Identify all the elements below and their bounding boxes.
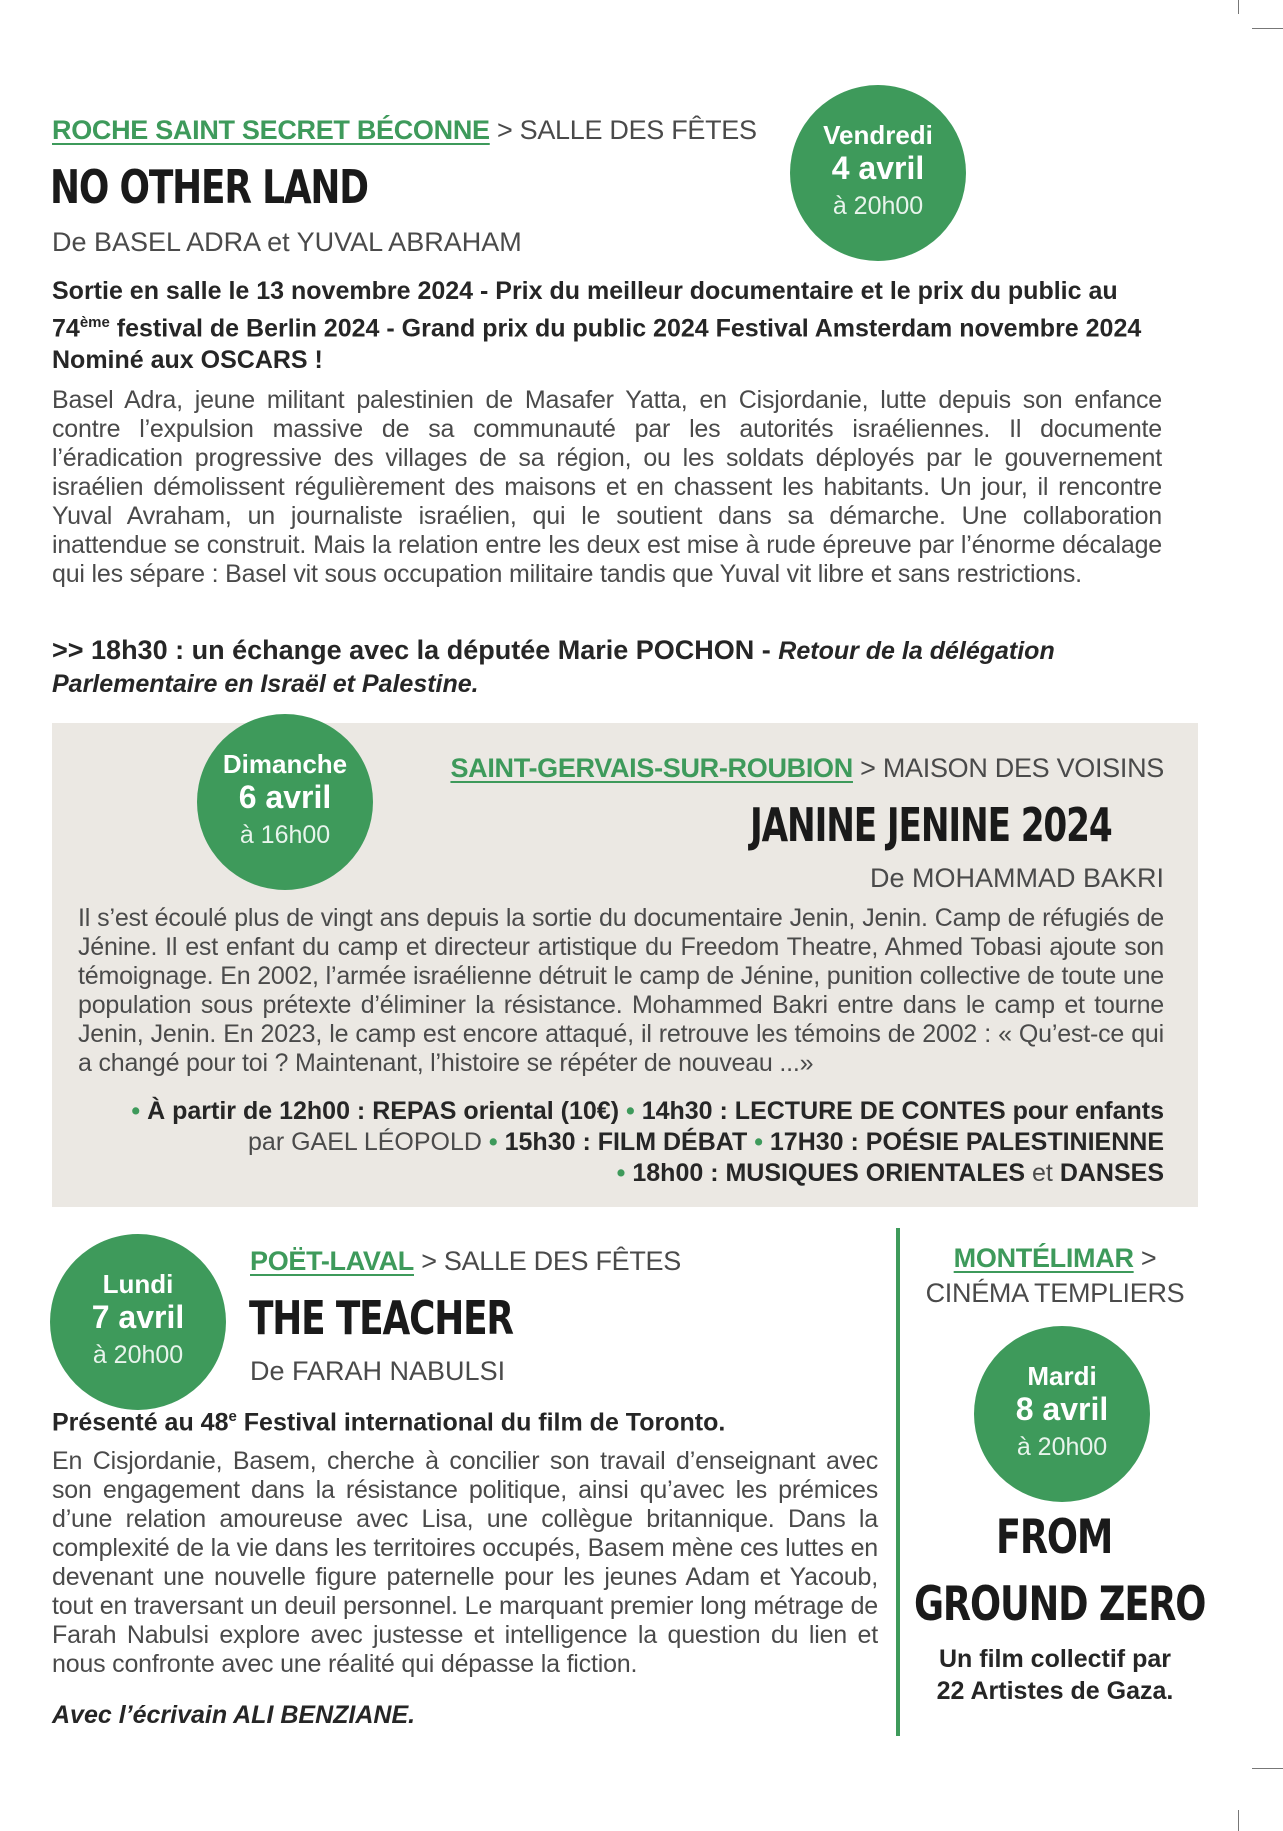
synopsis: Basel Adra, jeune militant palestinien de Masafer Yatta, en Cisjordanie, lutte depuis son enfance contre l’expulsion massive de sa communauté par les autorités israéliennes. Il documente l’éradication progressive des villages de sa région, ou les soldats déployés par le gouvernement israélien démolissent régulièrement des maisons et en chassent les habitants. Un jour, il rencontre Yuval Avraham, un journaliste israélien, qui le soutient dans sa démarche. Une collaboration inattendue se construit. Mais la relation entre les deux est mise à rude épreuve par l’énorme décalage qui les sépare : Basel vit sous occupation militaire tandis que Yuval vit libre et sans restrictions. bbox=[52, 386, 1162, 588]
program-item: 18h00 : MUSIQUES ORIENTALES bbox=[632, 1159, 1026, 1187]
circle-date: 4 avril bbox=[831, 150, 925, 186]
program-item: DANSES bbox=[1059, 1159, 1164, 1187]
bullet-icon: • bbox=[625, 1097, 635, 1125]
film-director: De FARAH NABULSI bbox=[250, 1356, 506, 1386]
bullet-icon: • bbox=[616, 1159, 626, 1187]
debate-bold: >> 18h30 : un échange avec la députée Marie POCHON - bbox=[52, 635, 771, 665]
program-line bbox=[131, 1096, 1164, 1127]
venue-place: > SALLE DES FÊTES bbox=[421, 1246, 681, 1276]
awards-superscript: ème bbox=[79, 314, 110, 331]
program-line bbox=[617, 1158, 1164, 1189]
program-item: 17H30 : POÉSIE PALESTINIENNE bbox=[769, 1128, 1164, 1156]
film-director: De MOHAMMAD BAKRI bbox=[869, 863, 1164, 893]
bullet-icon: • bbox=[131, 1097, 141, 1125]
circle-day: Dimanche bbox=[222, 749, 348, 779]
film-subtitle bbox=[905, 1643, 1205, 1707]
crop-mark-right-top bbox=[1252, 28, 1283, 29]
venue-town: SAINT-GERVAIS-SUR-ROUBION bbox=[450, 753, 853, 783]
circle-day: Mardi bbox=[1027, 1361, 1097, 1391]
crop-mark-bottom bbox=[1238, 1810, 1239, 1831]
program-credit: par GAEL LÉOPOLD bbox=[248, 1128, 482, 1156]
festival-superscript: e bbox=[228, 1408, 237, 1425]
guest-name: Avec l’écrivain ALI BENZIANE. bbox=[52, 1701, 416, 1729]
film-title-line: GROUND ZERO bbox=[914, 1577, 1206, 1632]
circle-time: à 16h00 bbox=[239, 821, 331, 849]
film-director: De BASEL ADRA et YUVAL ABRAHAM bbox=[52, 227, 522, 257]
festival-text bbox=[52, 1401, 892, 1438]
synopsis: Il s’est écoulé plus de vingt ans depuis la sortie du documentaire Jenin, Jenin. Camp de réfugiés de Jénine. Il est enfant du camp et directeur artistique du Freedom Theatre, Ahmed Tobasi ajoute son témoignage. En 2002, l’armée israélienne détruit le camp de Jénine, punition collective de toute une population sous prétexte d’éliminer la résistance. Mohammed Bakri entre dans le camp et tourne Jenin, Jenin. En 2023, le camp est encore attaqué, il retrouve les témoins de 2002 : « Qu’est-ce qui a changé pour toi ? Maintenant, l’histoire se répéter de nouveau ...» bbox=[78, 904, 1164, 1077]
date-circle bbox=[197, 714, 373, 890]
venue-town: ROCHE SAINT SECRET BÉCONNE bbox=[52, 115, 490, 145]
venue-place-line bbox=[905, 1278, 1205, 1309]
guest-text bbox=[52, 1699, 415, 1731]
column-divider bbox=[896, 1228, 900, 1736]
debate-italic: Retour de la délégation Parlementaire en Israël et Palestine. bbox=[52, 637, 1055, 698]
debate-text bbox=[52, 634, 1172, 700]
venue-place: > SALLE DES FÊTES bbox=[496, 115, 757, 145]
venue-line bbox=[250, 1246, 681, 1277]
crop-mark-right-bottom bbox=[1252, 1768, 1283, 1769]
awards-text bbox=[52, 275, 1172, 376]
film-title: NO OTHER LAND bbox=[50, 160, 368, 214]
film-title: JANINE JENINE 2024 bbox=[750, 798, 1112, 852]
synopsis: En Cisjordanie, Basem, cherche à concilier son travail d’enseignant avec son engagement dans la résistance politique, ainsi qu’avec les prémices d’une relation amoureuse avec Lisa, une collègue britannique. Dans la complexité de la vie dans les territoires occupés, Basem mène ces luttes en devenant une nouvelle figure paternelle pour les jeunes Adam et Yacoub, tout en traversant un deuil personnel. Le marquant premier long métrage de Farah Nabulsi explore avec justesse et intelligence la question du lien et nous confronte avec une réalité qui dépasse la fiction. bbox=[52, 1447, 878, 1678]
circle-time: à 20h00 bbox=[832, 192, 924, 220]
festival-text-part: Présenté au 48 bbox=[52, 1408, 229, 1437]
date-circle bbox=[50, 1234, 226, 1410]
program-item: 14h30 : LECTURE DE CONTES pour enfants bbox=[641, 1097, 1164, 1125]
film-title: THE TEACHER bbox=[249, 1291, 513, 1345]
circle-time: à 20h00 bbox=[92, 1341, 184, 1369]
date-circle bbox=[974, 1326, 1150, 1502]
festival-text-part: Festival international du film de Toronto. bbox=[236, 1408, 726, 1437]
program-item: À partir de 12h00 : REPAS oriental (10€) bbox=[147, 1097, 620, 1125]
circle-time: à 20h00 bbox=[1016, 1433, 1108, 1461]
circle-date: 8 avril bbox=[1015, 1391, 1109, 1427]
film-subtitle-line: 22 Artistes de Gaza. bbox=[936, 1677, 1174, 1705]
awards-text-part: Sortie en salle le 13 novembre 2024 - Prix du meilleur documentaire et le prix du public au 74 bbox=[52, 277, 1118, 343]
bullet-icon: • bbox=[488, 1128, 498, 1156]
venue-town: MONTÉLIMAR bbox=[953, 1243, 1134, 1273]
film-subtitle-line: Un film collectif par bbox=[939, 1645, 1171, 1673]
awards-text-part: festival de Berlin 2024 - Grand prix du public 2024 Festival Amsterdam novembre 2024 Nominé aux OSCARS ! bbox=[52, 314, 1142, 375]
venue-town: POËT-LAVAL bbox=[250, 1246, 414, 1276]
circle-day: Lundi bbox=[102, 1269, 174, 1299]
date-circle bbox=[790, 85, 966, 261]
program-line bbox=[248, 1127, 1164, 1158]
circle-day: Vendredi bbox=[823, 120, 933, 150]
venue-line bbox=[905, 1243, 1205, 1274]
venue-place: > MAISON DES VOISINS bbox=[860, 753, 1164, 783]
film-title-line: FROM bbox=[996, 1510, 1113, 1565]
crop-mark-top bbox=[1238, 0, 1239, 14]
circle-date: 6 avril bbox=[238, 779, 332, 815]
venue-line bbox=[52, 115, 757, 146]
bullet-icon: • bbox=[754, 1128, 763, 1156]
venue-place: CINÉMA TEMPLIERS bbox=[925, 1278, 1185, 1308]
venue-line bbox=[450, 753, 1164, 784]
program-conjunction: et bbox=[1032, 1159, 1053, 1187]
venue-place: > bbox=[1140, 1243, 1157, 1273]
circle-date: 7 avril bbox=[91, 1299, 185, 1335]
program-item: 15h30 : FILM DÉBAT bbox=[504, 1128, 748, 1156]
